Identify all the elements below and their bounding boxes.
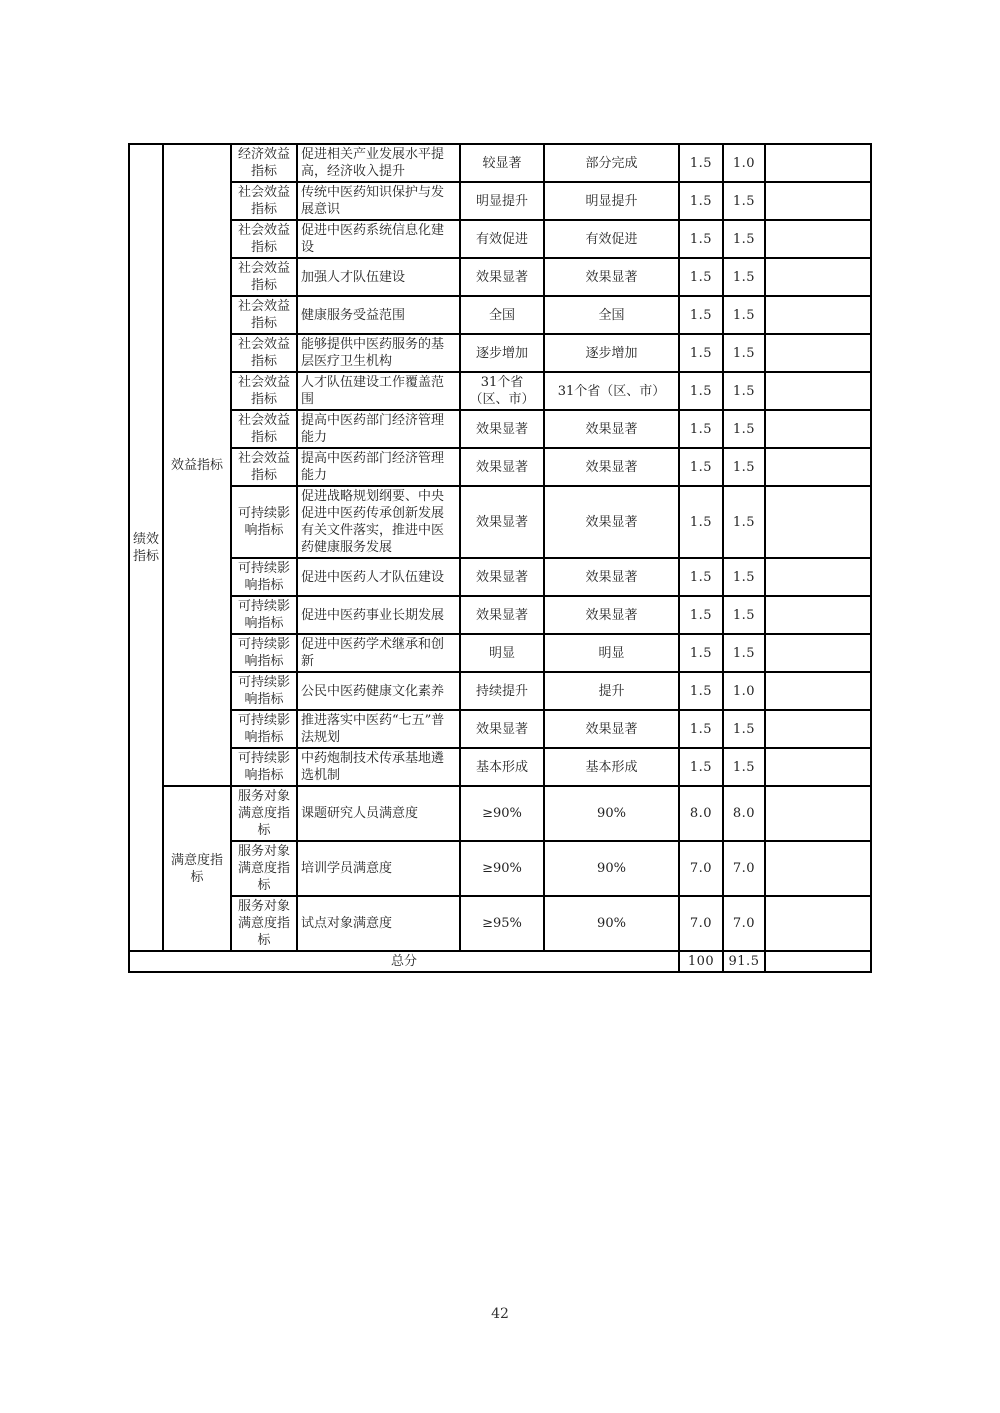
target-value-cell: 有效促进 (460, 220, 544, 258)
performance-indicator-table (128, 143, 872, 973)
remark-cell (765, 220, 871, 258)
target-value-cell: 效果显著 (460, 710, 544, 748)
actual-value-cell: 基本形成 (544, 748, 679, 786)
indicator-type-cell: 服务对象满意度指标 (231, 841, 297, 896)
table-row (129, 220, 871, 258)
indicator-name-cell: 加强人才队伍建设 (297, 258, 460, 296)
weight-cell: 1.5 (679, 672, 723, 710)
indicator-name-cell: 促进战略规划纲要、中央促进中医药传承创新发展有关文件落实，推进中医药健康服务发展 (297, 486, 460, 558)
target-value-cell: 基本形成 (460, 748, 544, 786)
remark-cell (765, 334, 871, 372)
score-cell: 1.5 (723, 748, 765, 786)
indicator-type-cell: 社会效益指标 (231, 220, 297, 258)
score-cell: 7.0 (723, 841, 765, 896)
score-cell: 1.5 (723, 296, 765, 334)
group-label-cell: 绩效指标 (129, 144, 163, 951)
indicator-name-cell: 促进中医药事业长期发展 (297, 596, 460, 634)
remark-cell (765, 710, 871, 748)
indicator-type-cell: 可持续影响指标 (231, 634, 297, 672)
section-benefit-cell: 效益指标 (163, 144, 231, 786)
weight-cell: 1.5 (679, 558, 723, 596)
weight-cell: 8.0 (679, 786, 723, 841)
table-row (129, 596, 871, 634)
weight-cell: 7.0 (679, 896, 723, 951)
weight-cell: 1.5 (679, 596, 723, 634)
indicator-type-cell: 社会效益指标 (231, 334, 297, 372)
indicator-name-cell: 培训学员满意度 (297, 841, 460, 896)
score-cell: 1.5 (723, 372, 765, 410)
remark-cell (765, 596, 871, 634)
actual-value-cell: 提升 (544, 672, 679, 710)
indicator-name-cell: 中药炮制技术传承基地遴选机制 (297, 748, 460, 786)
target-value-cell: 效果显著 (460, 258, 544, 296)
table-row (129, 558, 871, 596)
table-row (129, 896, 871, 951)
table-row (129, 448, 871, 486)
target-value-cell: 持续提升 (460, 672, 544, 710)
actual-value-cell: 明显 (544, 634, 679, 672)
target-value-cell: 31个省（区、市） (460, 372, 544, 410)
score-cell: 1.5 (723, 596, 765, 634)
target-value-cell: 效果显著 (460, 596, 544, 634)
remark-cell (765, 448, 871, 486)
actual-value-cell: 效果显著 (544, 258, 679, 296)
indicator-type-cell: 社会效益指标 (231, 448, 297, 486)
table-row (129, 296, 871, 334)
score-cell: 1.5 (723, 410, 765, 448)
table-row (129, 372, 871, 410)
actual-value-cell: 明显提升 (544, 182, 679, 220)
target-value-cell: ≥95% (460, 896, 544, 951)
remark-cell (765, 748, 871, 786)
actual-value-cell: 90% (544, 841, 679, 896)
target-value-cell: 效果显著 (460, 448, 544, 486)
table-row (129, 486, 871, 558)
weight-cell: 1.5 (679, 710, 723, 748)
table-row (129, 334, 871, 372)
score-cell: 7.0 (723, 896, 765, 951)
remark-cell (765, 841, 871, 896)
actual-value-cell: 有效促进 (544, 220, 679, 258)
indicator-name-cell: 能够提供中医药服务的基层医疗卫生机构 (297, 334, 460, 372)
page-number: 42 (491, 1306, 509, 1322)
actual-value-cell: 效果显著 (544, 558, 679, 596)
indicator-type-cell: 可持续影响指标 (231, 486, 297, 558)
indicator-type-cell: 服务对象满意度指标 (231, 786, 297, 841)
table-row (129, 410, 871, 448)
actual-value-cell: 31个省（区、市） (544, 372, 679, 410)
remark-cell (765, 951, 871, 972)
score-cell: 1.5 (723, 710, 765, 748)
indicator-type-cell: 可持续影响指标 (231, 710, 297, 748)
indicator-name-cell: 促进中医药学术继承和创新 (297, 634, 460, 672)
actual-value-cell: 效果显著 (544, 710, 679, 748)
table-row (129, 634, 871, 672)
total-label-cell: 总分 (129, 951, 679, 972)
indicator-type-cell: 服务对象满意度指标 (231, 896, 297, 951)
indicator-type-cell: 可持续影响指标 (231, 672, 297, 710)
actual-value-cell: 全国 (544, 296, 679, 334)
indicator-type-cell: 社会效益指标 (231, 372, 297, 410)
weight-cell: 1.5 (679, 486, 723, 558)
actual-value-cell: 效果显著 (544, 596, 679, 634)
target-value-cell: 全国 (460, 296, 544, 334)
indicator-type-cell: 可持续影响指标 (231, 558, 297, 596)
indicator-name-cell: 人才队伍建设工作覆盖范围 (297, 372, 460, 410)
weight-cell: 1.5 (679, 410, 723, 448)
total-weight-cell: 100 (679, 951, 723, 972)
score-cell: 8.0 (723, 786, 765, 841)
actual-value-cell: 效果显著 (544, 486, 679, 558)
score-cell: 1.5 (723, 634, 765, 672)
actual-value-cell: 部分完成 (544, 144, 679, 182)
target-value-cell: ≥90% (460, 841, 544, 896)
indicator-type-cell: 可持续影响指标 (231, 748, 297, 786)
remark-cell (765, 296, 871, 334)
indicator-type-cell: 社会效益指标 (231, 410, 297, 448)
target-value-cell: 明显提升 (460, 182, 544, 220)
remark-cell (765, 486, 871, 558)
score-cell: 1.0 (723, 144, 765, 182)
indicator-name-cell: 提高中医药部门经济管理能力 (297, 410, 460, 448)
table-row (129, 841, 871, 896)
remark-cell (765, 896, 871, 951)
actual-value-cell: 90% (544, 896, 679, 951)
weight-cell: 1.5 (679, 296, 723, 334)
score-cell: 1.5 (723, 258, 765, 296)
indicator-type-cell: 社会效益指标 (231, 258, 297, 296)
weight-cell: 1.5 (679, 748, 723, 786)
total-row (129, 951, 871, 972)
actual-value-cell: 逐步增加 (544, 334, 679, 372)
score-cell: 1.5 (723, 182, 765, 220)
indicator-name-cell: 促进相关产业发展水平提高，经济收入提升 (297, 144, 460, 182)
indicator-type-cell: 社会效益指标 (231, 182, 297, 220)
indicator-name-cell: 公民中医药健康文化素养 (297, 672, 460, 710)
indicator-type-cell: 社会效益指标 (231, 296, 297, 334)
remark-cell (765, 410, 871, 448)
remark-cell (765, 372, 871, 410)
weight-cell: 1.5 (679, 634, 723, 672)
indicator-name-cell: 促进中医药系统信息化建设 (297, 220, 460, 258)
indicator-name-cell: 提高中医药部门经济管理能力 (297, 448, 460, 486)
remark-cell (765, 182, 871, 220)
indicator-name-cell: 课题研究人员满意度 (297, 786, 460, 841)
score-cell: 1.5 (723, 558, 765, 596)
weight-cell: 1.5 (679, 144, 723, 182)
remark-cell (765, 786, 871, 841)
actual-value-cell: 90% (544, 786, 679, 841)
indicator-type-cell: 可持续影响指标 (231, 596, 297, 634)
section-satisfaction-cell: 满意度指标 (163, 786, 231, 951)
weight-cell: 1.5 (679, 334, 723, 372)
indicator-name-cell: 试点对象满意度 (297, 896, 460, 951)
target-value-cell: 较显著 (460, 144, 544, 182)
weight-cell: 1.5 (679, 182, 723, 220)
score-cell: 1.5 (723, 486, 765, 558)
remark-cell (765, 672, 871, 710)
table-row (129, 672, 871, 710)
indicator-type-cell: 经济效益指标 (231, 144, 297, 182)
weight-cell: 1.5 (679, 258, 723, 296)
target-value-cell: 效果显著 (460, 410, 544, 448)
table-row (129, 786, 871, 841)
target-value-cell: ≥90% (460, 786, 544, 841)
target-value-cell: 效果显著 (460, 558, 544, 596)
remark-cell (765, 634, 871, 672)
table-row (129, 258, 871, 296)
score-cell: 1.5 (723, 334, 765, 372)
weight-cell: 1.5 (679, 220, 723, 258)
table-row (129, 182, 871, 220)
remark-cell (765, 558, 871, 596)
score-cell: 1.0 (723, 672, 765, 710)
indicator-name-cell: 促进中医药人才队伍建设 (297, 558, 460, 596)
target-value-cell: 明显 (460, 634, 544, 672)
score-cell: 1.5 (723, 220, 765, 258)
actual-value-cell: 效果显著 (544, 410, 679, 448)
weight-cell: 1.5 (679, 448, 723, 486)
score-cell: 1.5 (723, 448, 765, 486)
table-row (129, 710, 871, 748)
indicator-name-cell: 推进落实中医药“七五”普法规划 (297, 710, 460, 748)
table-row (129, 144, 871, 182)
target-value-cell: 效果显著 (460, 486, 544, 558)
weight-cell: 7.0 (679, 841, 723, 896)
remark-cell (765, 144, 871, 182)
indicator-name-cell: 传统中医药知识保护与发展意识 (297, 182, 460, 220)
actual-value-cell: 效果显著 (544, 448, 679, 486)
weight-cell: 1.5 (679, 372, 723, 410)
total-score-cell: 91.5 (723, 951, 765, 972)
table-row (129, 748, 871, 786)
indicator-name-cell: 健康服务受益范围 (297, 296, 460, 334)
target-value-cell: 逐步增加 (460, 334, 544, 372)
remark-cell (765, 258, 871, 296)
